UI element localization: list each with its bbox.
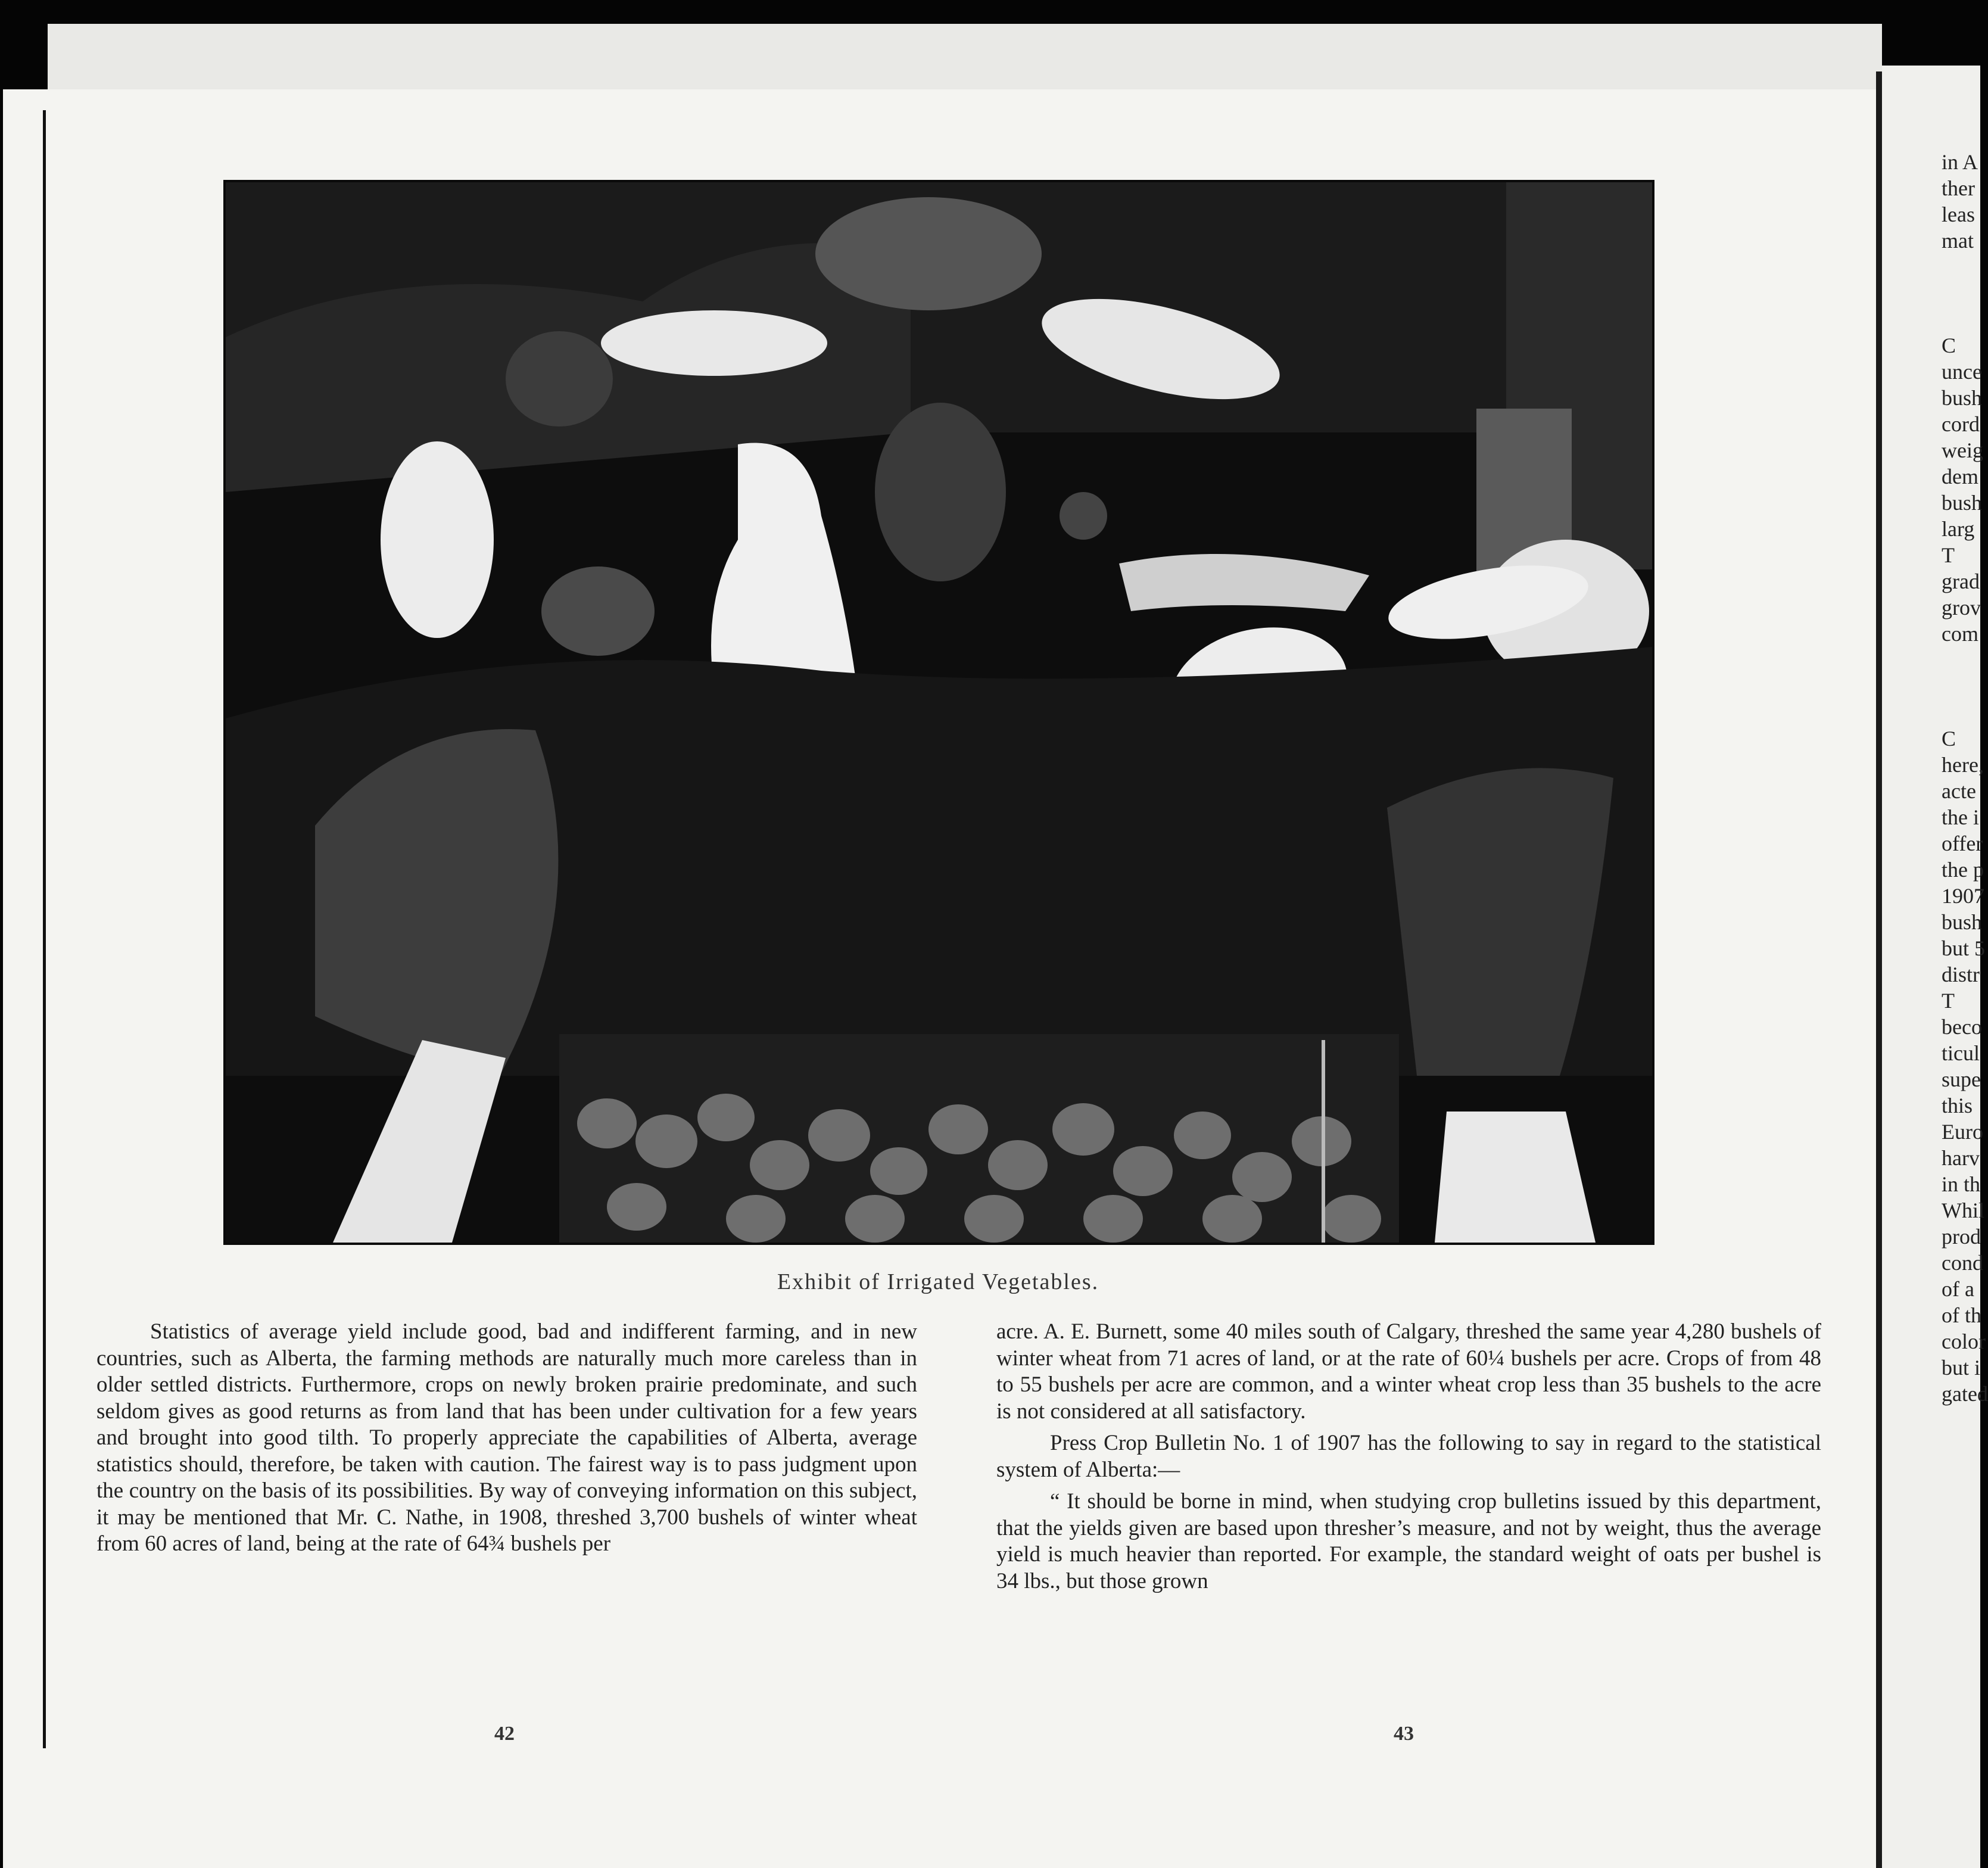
next-page-line — [1942, 306, 1980, 332]
next-page-line: acte — [1942, 779, 1976, 803]
next-page-line: leas — [1942, 203, 1975, 226]
next-page-line: C — [1942, 727, 1956, 751]
left-page-paragraph: Statistics of average yield include good, bad and indifferent farming, and in new countries, such as Alberta, the farming methods are naturally much more careless than in older settled districts. Furthermore, crops on newly broken prairie predominate, and such seldom gives as good returns as from land that has been under cultivation for a few years and brought into good tilth. To properly appreciate the capabilities of Alberta, average statistics should, therefore, be taken with caution. The fairest way is to pass judgment upon the country on the basis of its possibilities. By way of conveying information on this subject, it may be mentioned that Mr. C. Nathe, in 1908, threshed 3,700 bushels of winter wheat from 60 acres of land, being at the rate of 64¾ bushels per — [96, 1319, 917, 1556]
next-page-line: mat — [1942, 229, 1974, 253]
photo-caption: Exhibit of Irrigated Vegetables. — [777, 1269, 1099, 1294]
next-page-line: the i — [1942, 805, 1979, 829]
next-page-line: cord — [1942, 412, 1980, 436]
next-page-line: T — [1942, 989, 1955, 1013]
page-edge-rule — [43, 110, 46, 1748]
right-page-number: 43 — [1394, 1723, 1414, 1745]
left-page-number: 42 — [494, 1723, 515, 1745]
next-page-line: Whil — [1942, 1198, 1984, 1222]
next-page-line: grov — [1942, 596, 1981, 619]
next-page-line: of th — [1942, 1303, 1981, 1327]
left-page-body — [96, 1319, 917, 1558]
next-page-line: weig — [1942, 438, 1983, 462]
next-page-line — [1942, 280, 1980, 306]
next-page-line: 1907 — [1942, 884, 1984, 908]
next-page-line: larg — [1942, 517, 1975, 541]
next-page-line: cond — [1942, 1251, 1983, 1275]
next-page-line — [1942, 699, 1980, 726]
next-page-line: ther — [1942, 176, 1975, 200]
next-page-line: bush — [1942, 491, 1983, 515]
next-page-line: grad — [1942, 569, 1980, 593]
next-page-line: of a — [1942, 1277, 1974, 1301]
next-page-line: dem — [1942, 465, 1978, 488]
next-page-line: unce — [1942, 360, 1982, 384]
next-page-line: in A — [1942, 150, 1978, 174]
next-page-line: bush — [1942, 910, 1983, 934]
right-page-paragraph-3: “ It should be borne in mind, when studying crop bulletins issued by this department, that the yields given are based upon thresher’s measure, and not by weight, thus the average yield is much heavier than reported. For example, the standard weight of oats per bushel is 34 lbs., but those grown — [996, 1489, 1821, 1593]
next-page-line: beco — [1942, 1015, 1982, 1039]
next-page-line: prod — [1942, 1225, 1981, 1249]
next-page-line: in th — [1942, 1172, 1981, 1196]
next-page-line: Euro — [1942, 1120, 1983, 1144]
next-page-line: here, — [1942, 753, 1984, 777]
next-page-line — [1942, 647, 1980, 673]
next-page-line: but 5 — [1942, 936, 1986, 960]
next-page-line: offer — [1942, 832, 1983, 855]
next-page-line: harv — [1942, 1146, 1980, 1170]
vegetable-exhibit-photo — [223, 180, 1654, 1245]
right-page-body — [996, 1319, 1821, 1595]
next-page-line: gated — [1942, 1382, 1988, 1406]
next-page-line: T — [1942, 543, 1955, 567]
next-page-line: bush — [1942, 386, 1983, 410]
right-page-paragraph-1: acre. A. E. Burnett, some 40 miles south of Calgary, threshed the same year 4,280 bushels of winter wheat from 71 acres of land, or at the rate of 60¼ bushels per acre. Crops of from 48 to 55 bushels per acre are common, and a winter wheat crop less than 35 bushels to the acre is not considered at all satisfactory. — [996, 1319, 1821, 1424]
next-page-line: distr — [1942, 963, 1980, 986]
next-page-line: C — [1942, 334, 1956, 357]
page-back-edge — [48, 24, 1882, 95]
right-page-paragraph-2: Press Crop Bulletin No. 1 of 1907 has the following to say in regard to the statistical system of Alberta:— — [996, 1431, 1821, 1482]
next-page-text-fragment — [1942, 149, 1988, 1407]
next-page-line: the p — [1942, 858, 1984, 882]
next-page-line: com — [1942, 622, 1978, 646]
next-page-line: but i — [1942, 1356, 1981, 1380]
next-page-line — [1942, 254, 1980, 280]
next-page-line: ticul — [1942, 1041, 1980, 1065]
next-page-line: supe — [1942, 1067, 1981, 1091]
next-page-line — [1942, 673, 1980, 699]
next-page-line: color — [1942, 1330, 1986, 1353]
next-page-line: this — [1942, 1094, 1973, 1117]
